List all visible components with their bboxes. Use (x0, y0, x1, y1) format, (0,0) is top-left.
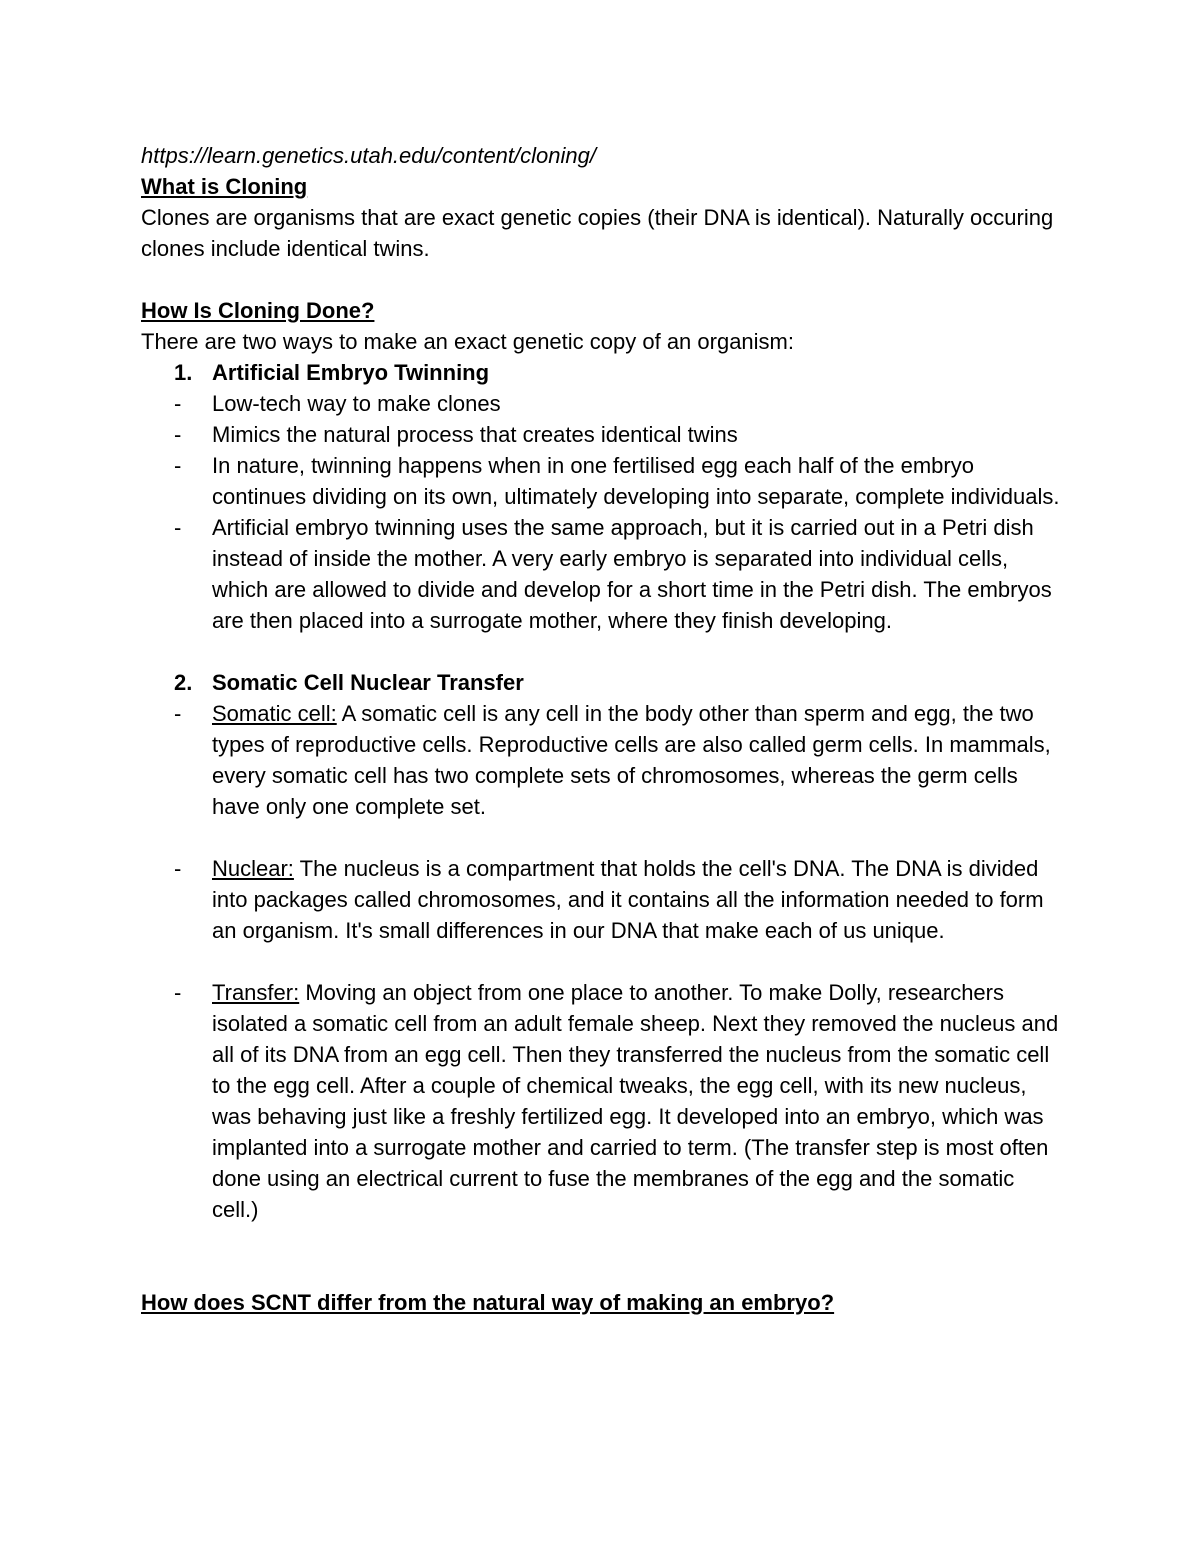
method-1-number: 1. (174, 360, 193, 385)
dash-bullet: - (174, 701, 182, 726)
list-item (141, 388, 1061, 419)
term-definition: The nucleus is a compartment that holds the cell's DNA. The DNA is divided into packages called chromosomes, and it contains all the information needed to form an organism. It's small differences in our DNA that make each of us unique. (212, 856, 1044, 943)
term-definition: A somatic cell is any cell in the body other than sperm and egg, the two types of reproductive cells. Reproductive cells are also called germ cells. In mammals, every somatic cell has two complete sets of chromosomes, whereas the germ cells have only one complete set. (212, 701, 1051, 819)
dash-bullet: - (174, 515, 182, 540)
method-1-heading (141, 357, 1061, 388)
term-item-somatic-cell (141, 698, 1061, 822)
heading-how-is-cloning-done: How Is Cloning Done? (141, 298, 375, 323)
list-item (141, 450, 1061, 512)
dash-bullet: - (174, 453, 182, 478)
list-item (141, 512, 1061, 636)
list-item (141, 419, 1061, 450)
method-1-title: Artificial Embryo Twinning (212, 360, 490, 385)
term-label: Somatic cell: (212, 701, 337, 726)
heading-scnt-question: How does SCNT differ from the natural way of making an embryo? (141, 1290, 835, 1315)
term-item-transfer (141, 977, 1061, 1225)
dash-bullet: - (174, 422, 182, 447)
list-item-text: Low-tech way to make clones (212, 391, 501, 416)
list-item-text: Mimics the natural process that creates identical twins (212, 422, 738, 447)
dash-bullet: - (174, 980, 182, 1005)
term-label: Transfer: (212, 980, 300, 1005)
paragraph-cloning-definition: Clones are organisms that are exact genetic copies (their DNA is identical). Naturally occuring clones include identical twins. (141, 205, 1054, 261)
document-page (141, 140, 1061, 1318)
list-item-text: In nature, twinning happens when in one fertilised egg each half of the embryo continues dividing on its own, ultimately developing into separate, complete individuals. (212, 453, 1060, 509)
paragraph-two-ways-intro: There are two ways to make an exact genetic copy of an organism: (141, 329, 794, 354)
term-label: Nuclear: (212, 856, 294, 881)
list-item-text: Artificial embryo twinning uses the same approach, but it is carried out in a Petri dish instead of inside the mother. A very early embryo is separated into individual cells, which are allowed to divide and develop for a short time in the Petri dish. The embryos are then placed into a surrogate mother, where they finish developing. (212, 515, 1052, 633)
source-url[interactable]: https://learn.genetics.utah.edu/content/cloning/ (141, 143, 596, 168)
term-definition: Moving an object from one place to another. To make Dolly, researchers isolated a somatic cell from an adult female sheep. Next they removed the nucleus and all of its DNA from an egg cell. Then they transferred the nucleus from the somatic cell to the egg cell. After a couple of chemical tweaks, the egg cell, with its new nucleus, was behaving just like a freshly fertilized egg. It developed into an embryo, which was implanted into a surrogate mother and carried to term. (The transfer step is most often done using an electrical current to fuse the membranes of the egg and the somatic cell.) (212, 980, 1059, 1222)
dash-bullet: - (174, 856, 182, 881)
term-item-nuclear (141, 853, 1061, 946)
heading-what-is-cloning: What is Cloning (141, 174, 308, 199)
method-2-title: Somatic Cell Nuclear Transfer (212, 670, 524, 695)
method-2-heading (141, 667, 1061, 698)
dash-bullet: - (174, 391, 182, 416)
method-2-number: 2. (174, 670, 193, 695)
